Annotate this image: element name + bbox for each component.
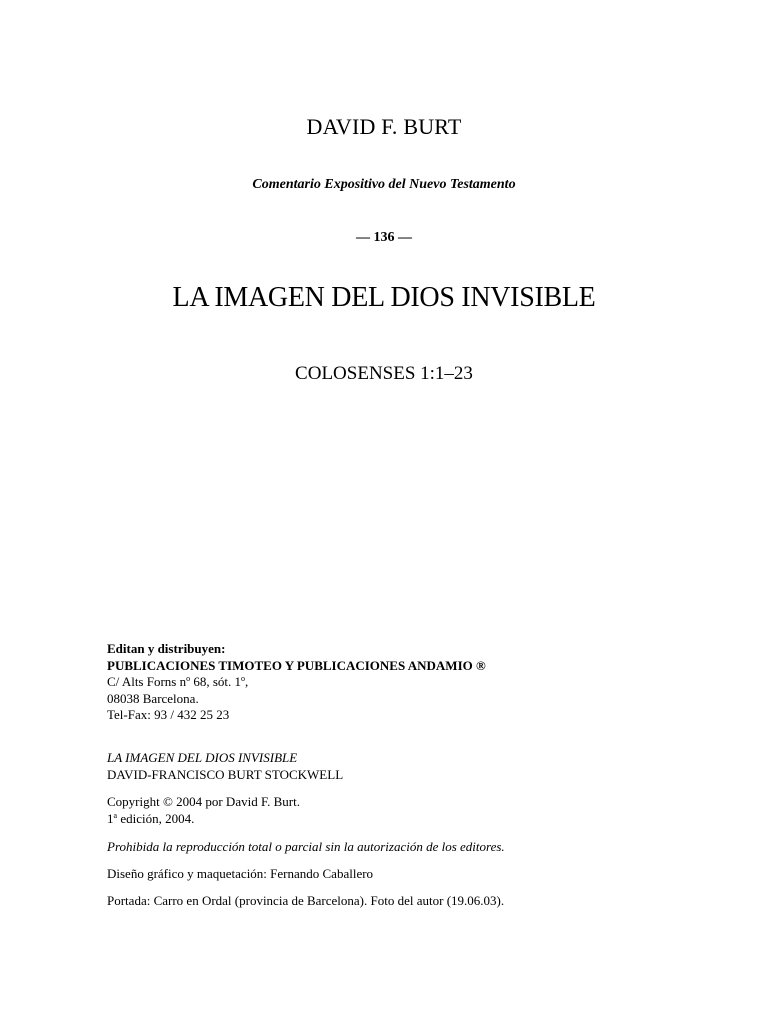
book-info-author: DAVID-FRANCISCO BURT STOCKWELL — [107, 766, 344, 782]
book-subtitle: COLOSENSES 1:1–23 — [295, 363, 473, 384]
publisher-phone: Tel-Fax: 93 / 432 25 23 — [107, 707, 230, 722]
author-name: DAVID F. BURT — [306, 114, 462, 139]
copyright-line: Copyright © 2004 por David F. Burt. — [107, 794, 301, 809]
reproduction-notice: Prohibida la reproducción total o parcial sin la autorización de los editores. — [107, 839, 505, 854]
address-sup-1: o — [186, 674, 191, 683]
address-street-text: C/ Alts Forns n — [107, 674, 187, 689]
book-info-title: LA IMAGEN DEL DIOS INVISIBLE — [107, 750, 298, 765]
address-street-end: , — [245, 674, 249, 689]
series-title: Comentario Expositivo del Nuevo Testamento — [252, 177, 516, 192]
edition-line — [107, 811, 707, 828]
edition-sup: a — [113, 810, 118, 820]
book-title: LA IMAGEN DEL DIOS INVISIBLE — [172, 282, 596, 313]
edition-rest: edición, 2004. — [117, 810, 195, 826]
series-number: — 136 — — [356, 230, 412, 245]
edition-number: 1 — [107, 810, 114, 826]
address-sup-2: o — [241, 674, 246, 683]
address-street-mid: 68, sót. 1 — [190, 674, 242, 689]
publisher-address-city: 08038 Barcelona. — [107, 690, 199, 706]
cover-credit: Portada: Carro en Ordal (provincia de Barcelona). Foto del autor (19.06.03). — [107, 893, 505, 908]
copyright-block — [107, 794, 707, 827]
book-info-block — [107, 750, 707, 783]
publisher-heading: Editan y distribuyen: — [107, 641, 226, 656]
publisher-address-street — [107, 674, 707, 691]
publisher-block — [107, 641, 707, 724]
design-credit: Diseño gráfico y maquetación: Fernando Caballero — [107, 866, 374, 881]
publisher-name: PUBLICACIONES TIMOTEO Y PUBLICACIONES ANDAMIO ® — [107, 657, 486, 673]
